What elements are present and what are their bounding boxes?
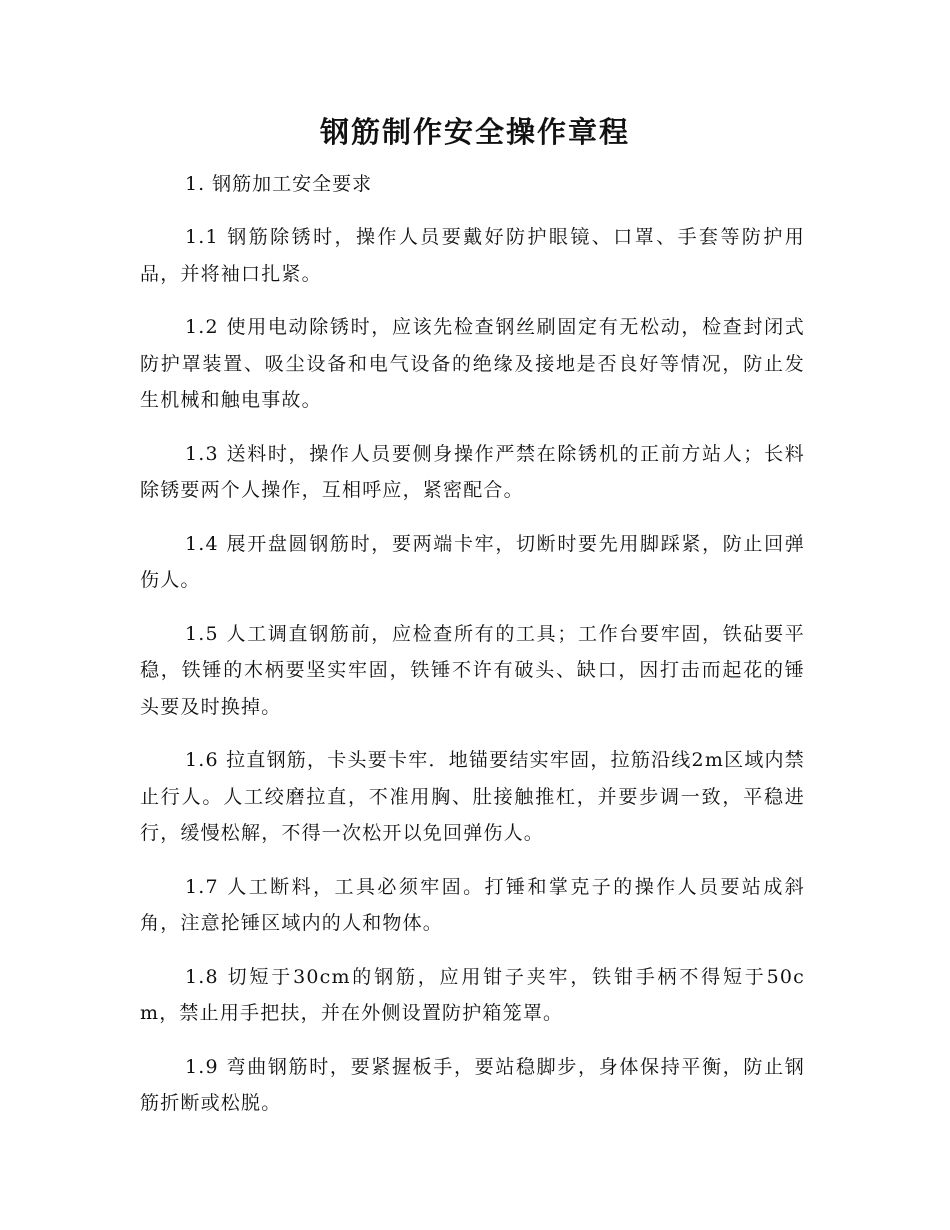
paragraph-1-8: 1.8 切短于30cm的钢筋，应用钳子夹牢，铁钳手柄不得短于50cm，禁止用手把扶，并在外侧设置防护箱笼罩。 — [140, 965, 805, 1024]
paragraph-1-4: 1.4 展开盘圆钢筋时，要两端卡牢，切断时要先用脚踩紧，防止回弹伤人。 — [140, 532, 805, 591]
paragraph-1-7: 1.7 人工断料，工具必须牢固。打锤和掌克子的操作人员要站成斜角，注意抡锤区域内的人和物体。 — [140, 875, 805, 934]
paragraph-1-2: 1.2 使用电动除锈时，应该先检查钢丝刷固定有无松动，检查封闭式防护罩装置、吸尘设备和电气设备的绝缘及接地是否良好等情况，防止发生机械和触电事故。 — [140, 316, 805, 411]
paragraph-1-3: 1.3 送料时，操作人员要侧身操作严禁在除锈机的正前方站人；长料除锈要两个人操作，互相呼应，紧密配合。 — [140, 442, 805, 501]
document-title: 钢筋制作安全操作章程 — [319, 115, 630, 149]
paragraph-1-5: 1.5 人工调直钢筋前，应检查所有的工具；工作台要牢固，铁砧要平稳，铁锤的木柄要坚实牢固，铁锤不许有破头、缺口，因打击而起花的锤头要及时换掉。 — [140, 622, 805, 718]
document-body — [140, 166, 805, 1122]
paragraph-1-1: 1.1 钢筋除锈时，操作人员要戴好防护眼镜、口罩、手套等防护用品，并将袖口扎紧。 — [140, 226, 805, 285]
paragraph-1-6: 1.6 拉直钢筋，卡头要卡牢．地锚要结实牢固，拉筋沿线2m区域内禁止行人。人工绞磨拉直，不准用胸、肚接触推杠，并要步调一致，平稳进行，缓慢松解，不得一次松开以免回弹伤人。 — [140, 749, 805, 844]
paragraph-1-9: 1.9 弯曲钢筋时，要紧握板手，要站稳脚步，身体保持平衡，防止钢筋折断或松脱。 — [140, 1055, 805, 1114]
section-heading: 1. 钢筋加工安全要求 — [185, 173, 373, 195]
